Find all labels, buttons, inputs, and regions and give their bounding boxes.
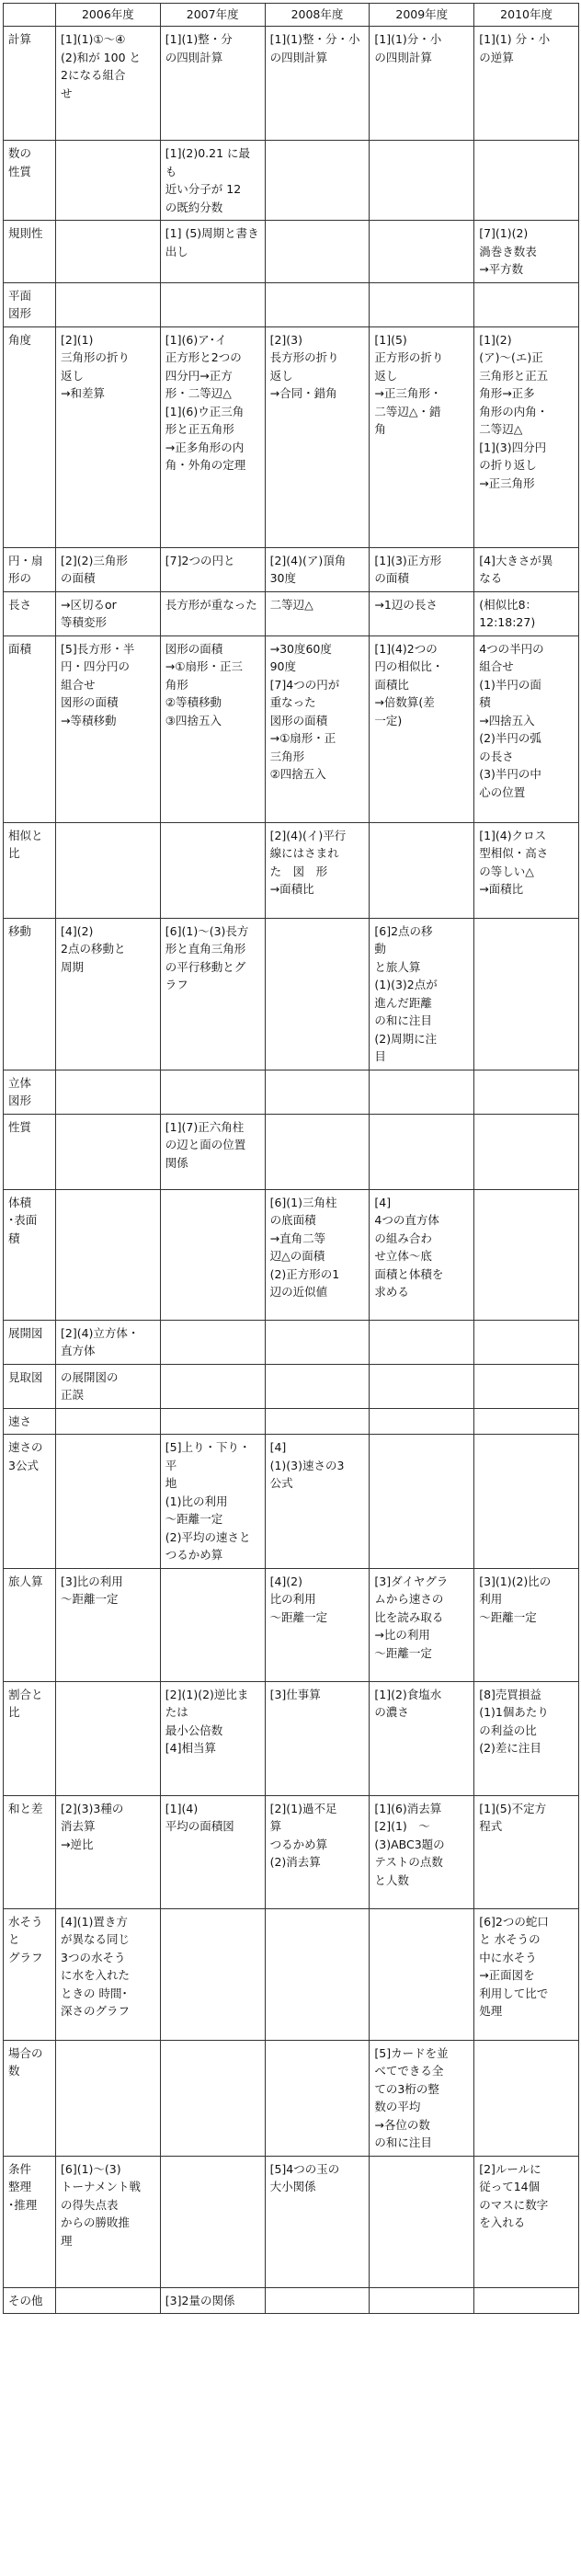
table-cell: [1] (5)周期と書き 出し [160, 221, 265, 283]
row-category: 規則性 [4, 221, 56, 283]
row-category: 速さの 3公式 [4, 1435, 56, 1569]
header-row [4, 4, 579, 27]
table-cell [474, 1364, 579, 1408]
table-cell: [1](6)ア･イ 正方形と2つの 四分円→正方 形・二等辺△ [1](6)ウ正三角 形と正五角形 →正多角形の内 角・外角の定理 [160, 326, 265, 547]
row-category: 面積 [4, 635, 56, 822]
table-cell [370, 822, 474, 918]
row-category: 相似と 比 [4, 822, 56, 918]
table-cell [56, 1189, 161, 1320]
table-cell: 4つの半円の 組合せ (1)半円の面 積 →四捨五入 (2)半円の弧 の長さ (3)半円の中 心の位置 [474, 635, 579, 822]
table-row [4, 918, 579, 1070]
table-cell [56, 1681, 161, 1795]
table-cell: [1](1)整・分・小 の四則計算 [265, 27, 370, 141]
table-cell [265, 2040, 370, 2156]
header-cell-2008: 2008年度 [265, 4, 370, 27]
table-cell: [2](1)(2)逆比ま たは 最小公倍数 [4]相当算 [160, 1681, 265, 1795]
table-cell: [4](2) 比の利用 ～距離一定 [265, 1568, 370, 1681]
table-cell [370, 221, 474, 283]
table-cell [56, 221, 161, 283]
table-cell [56, 1435, 161, 1569]
table-cell: [3]比の利用 ～距離一定 [56, 1568, 161, 1681]
table-cell: [6](1)三角柱 の底面積 →直角二等 辺△の面積 (2)正方形の1 辺の近似値 [265, 1189, 370, 1320]
table-cell: [8]売買損益 (1)1個あたり の利益の比 (2)差に注目 [474, 1681, 579, 1795]
table-cell [474, 1189, 579, 1320]
table-cell: 長方形が重なった [160, 591, 265, 635]
row-category: 数の 性質 [4, 141, 56, 221]
table-cell: [4] (1)(3)速さの3 公式 [265, 1435, 370, 1569]
table-cell [56, 141, 161, 221]
table-cell [265, 221, 370, 283]
table-cell: [2](1) 三角形の折り 返し →和差算 [56, 326, 161, 547]
table-cell: [1](2)食塩水 の濃さ [370, 1681, 474, 1795]
table-cell: の展開図の 正誤 [56, 1364, 161, 1408]
table-cell: (相似比8： 12:18:27) [474, 591, 579, 635]
table-cell [160, 1364, 265, 1408]
table-row [4, 1568, 579, 1681]
table-cell: [1](1)①～④ (2)和が 100 と 2になる組合 せ [56, 27, 161, 141]
table-cell [56, 2287, 161, 2314]
table-cell [370, 1364, 474, 1408]
table-row [4, 1408, 579, 1435]
table-row [4, 1320, 579, 1364]
row-category: 体積 ･表面 積 [4, 1189, 56, 1320]
table-cell: [7]2つの円と [160, 547, 265, 591]
table-cell [474, 1114, 579, 1189]
table-row [4, 282, 579, 326]
table-cell [265, 1114, 370, 1189]
table-cell: [1](3)正方形 の面積 [370, 547, 474, 591]
table-row [4, 1189, 579, 1320]
table-cell: [1](7)正六角柱 の辺と面の位置 関係 [160, 1114, 265, 1189]
row-category: 移動 [4, 918, 56, 1070]
table-cell: [3]仕事算 [265, 1681, 370, 1795]
table-cell: [6]2点の移 動 と旅人算 (1)(3)2点が 進んだ距離 の和に注目 (2)周期に注 目 [370, 918, 474, 1070]
table-cell: [5]上り・下り・平 地 (1)比の利用 ～距離一定 (2)平均の速さと つるかめ算 [160, 1435, 265, 1569]
row-category: 角度 [4, 326, 56, 547]
table-cell: [2](4)(イ)平行 線にはさまれ た 図 形 →面積比 [265, 822, 370, 918]
row-category: 旅人算 [4, 1568, 56, 1681]
row-category: 立体 図形 [4, 1070, 56, 1114]
table-cell: 図形の面積 →①扇形・正三 角形 ②等積移動 ③四捨五入 [160, 635, 265, 822]
row-category: 場合の 数 [4, 2040, 56, 2156]
table-cell [56, 2040, 161, 2156]
table-cell [474, 141, 579, 221]
table-cell: [2](4)立方体・ 直方体 [56, 1320, 161, 1364]
table-cell [474, 2040, 579, 2156]
table-cell [265, 1320, 370, 1364]
table-cell: [1](1) 分・小 の逆算 [474, 27, 579, 141]
table-cell [160, 1189, 265, 1320]
table-cell [370, 2287, 474, 2314]
table-cell: →30度60度 90度 [7]4つの円が 重なった 図形の面積 →①扇形・正 三角形 ②四捨五入 [265, 635, 370, 822]
table-cell: →1辺の長さ [370, 591, 474, 635]
table-cell [160, 1070, 265, 1114]
table-cell: [3]ダイヤグラ ムから速さの 比を読み取る →比の利用 ～距離一定 [370, 1568, 474, 1681]
table-cell [474, 282, 579, 326]
table-cell [56, 1114, 161, 1189]
table-cell: [5]長方形・半 円・四分円の 組合せ 図形の面積 →等積移動 [56, 635, 161, 822]
table-cell [474, 1408, 579, 1435]
table-cell [160, 1568, 265, 1681]
table-cell: [4]大きさが異 なる [474, 547, 579, 591]
table-row [4, 1435, 579, 1569]
table-cell [160, 1908, 265, 2040]
table-cell [265, 1908, 370, 2040]
table-cell [56, 282, 161, 326]
row-category: その他 [4, 2287, 56, 2314]
header-cell-corner [4, 4, 56, 27]
row-category: 性質 [4, 1114, 56, 1189]
table-cell: [1](6)消去算 [2](1) ～ (3)ABC3題の テストの点数 と人数 [370, 1795, 474, 1908]
table-row [4, 1908, 579, 2040]
table-row [4, 591, 579, 635]
table-row [4, 822, 579, 918]
row-category: 割合と 比 [4, 1681, 56, 1795]
table-cell: [1](4) 平均の面積図 [160, 1795, 265, 1908]
row-category: 展開図 [4, 1320, 56, 1364]
header-cell-2007: 2007年度 [160, 4, 265, 27]
table-row [4, 141, 579, 221]
row-category: 平面 図形 [4, 282, 56, 326]
table-cell [265, 918, 370, 1070]
table-cell [474, 1320, 579, 1364]
table-cell: [2](3) 長方形の折り 返し →合同・錯角 [265, 326, 370, 547]
row-category: 速さ [4, 1408, 56, 1435]
row-category: 和と差 [4, 1795, 56, 1908]
table-cell [370, 1320, 474, 1364]
table-cell [370, 2156, 474, 2287]
row-category: 水そう と グラフ [4, 1908, 56, 2040]
table-cell: 二等辺△ [265, 591, 370, 635]
table-cell: [1](2)0.21 に最も 近い分子が 12 の既約分数 [160, 141, 265, 221]
table-cell [160, 282, 265, 326]
table-cell: [6]2つの蛇口 と 水そうの 中に水そう →正面図を 利用して比で 処理 [474, 1908, 579, 2040]
table-cell [160, 1320, 265, 1364]
table-cell [56, 1070, 161, 1114]
exam-topic-table [3, 3, 579, 2314]
table-cell: [1](5)不定方 程式 [474, 1795, 579, 1908]
table-cell [265, 2287, 370, 2314]
table-cell: [1](4)クロス 型相似・高さ の等しい△ →面積比 [474, 822, 579, 918]
table-cell: [1](2) (ア)～(エ)正 三角形と正五 角形→正多 角形の内角・ 二等辺△ [1](3)四分円 の折り返し →正三角形 [474, 326, 579, 547]
table-cell: [3]2量の関係 [160, 2287, 265, 2314]
table-cell [265, 1364, 370, 1408]
table-cell [160, 822, 265, 918]
table-cell: [4](1)置き方 が異なる同じ 3つの水そう に水を入れた ときの 時間･ 深さのグラフ [56, 1908, 161, 2040]
table-cell [265, 282, 370, 326]
table-row [4, 2156, 579, 2287]
table-cell [265, 1408, 370, 1435]
table-cell: [1](1)整・分 の四則計算 [160, 27, 265, 141]
row-category: 円・扇 形の [4, 547, 56, 591]
table-row [4, 1681, 579, 1795]
table-cell [370, 1408, 474, 1435]
table-row [4, 547, 579, 591]
table-cell [474, 1070, 579, 1114]
table-cell [160, 2040, 265, 2156]
header-cell-2009: 2009年度 [370, 4, 474, 27]
header-cell-2010: 2010年度 [474, 4, 579, 27]
row-category: 見取図 [4, 1364, 56, 1408]
table-cell [56, 1408, 161, 1435]
table-cell: [2](1)過不足 算 つるかめ算 (2)消去算 [265, 1795, 370, 1908]
table-row [4, 2040, 579, 2156]
table-cell [370, 1114, 474, 1189]
table-cell: [7](1)(2) 渦巻き数表 →平方数 [474, 221, 579, 283]
table-cell: [3](1)(2)比の 利用 ～距離一定 [474, 1568, 579, 1681]
table-cell [474, 1435, 579, 1569]
table-cell: [2](3)3種の 消去算 →逆比 [56, 1795, 161, 1908]
table-cell [370, 1908, 474, 2040]
table-cell: [1](4)2つの 円の相似比・ 面積比 →倍数算(差 一定) [370, 635, 474, 822]
table-row [4, 635, 579, 822]
table-row [4, 1114, 579, 1189]
table-row [4, 2287, 579, 2314]
row-category: 計算 [4, 27, 56, 141]
table-cell: [6](1)～(3)長方 形と直角三角形 の平行移動とグ ラフ [160, 918, 265, 1070]
table-cell: [5]カードを並 べてできる全 ての3桁の整 数の平均 →各位の数 の和に注目 [370, 2040, 474, 2156]
table-cell [370, 141, 474, 221]
table-cell [370, 282, 474, 326]
table-cell [265, 141, 370, 221]
table-cell [474, 918, 579, 1070]
table-cell [265, 1070, 370, 1114]
table-cell: [2](4)(ア)頂角 30度 [265, 547, 370, 591]
table-row [4, 27, 579, 141]
table-cell [474, 2287, 579, 2314]
row-category: 条件 整理 ･推理 [4, 2156, 56, 2287]
table-cell [160, 1408, 265, 1435]
table-cell: [2](2)三角形 の面積 [56, 547, 161, 591]
table-cell: [2]ルールに 従って14個 のマスに数字 を入れる [474, 2156, 579, 2287]
table-cell: [4](2) 2点の移動と 周期 [56, 918, 161, 1070]
table-row [4, 326, 579, 547]
table-cell: [1](1)分・小 の四則計算 [370, 27, 474, 141]
table-cell [56, 822, 161, 918]
table-cell [370, 1070, 474, 1114]
table-cell: [1](5) 正方形の折り 返し →正三角形・ 二等辺△・錯 角 [370, 326, 474, 547]
table-row [4, 1364, 579, 1408]
table-row [4, 1795, 579, 1908]
table-cell: [4] 4つの直方体 の組み合わ せ立体～底 面積と体積を 求める [370, 1189, 474, 1320]
table-row [4, 1070, 579, 1114]
header-cell-2006: 2006年度 [56, 4, 161, 27]
table-cell: [5]4つの玉の 大小関係 [265, 2156, 370, 2287]
table-cell: →区切るor 等積変形 [56, 591, 161, 635]
table-cell [370, 1435, 474, 1569]
table-cell: [6](1)～(3) トーナメント戦 の得失点表 からの勝敗推 理 [56, 2156, 161, 2287]
table-row [4, 221, 579, 283]
table-cell [160, 2156, 265, 2287]
row-category: 長さ [4, 591, 56, 635]
